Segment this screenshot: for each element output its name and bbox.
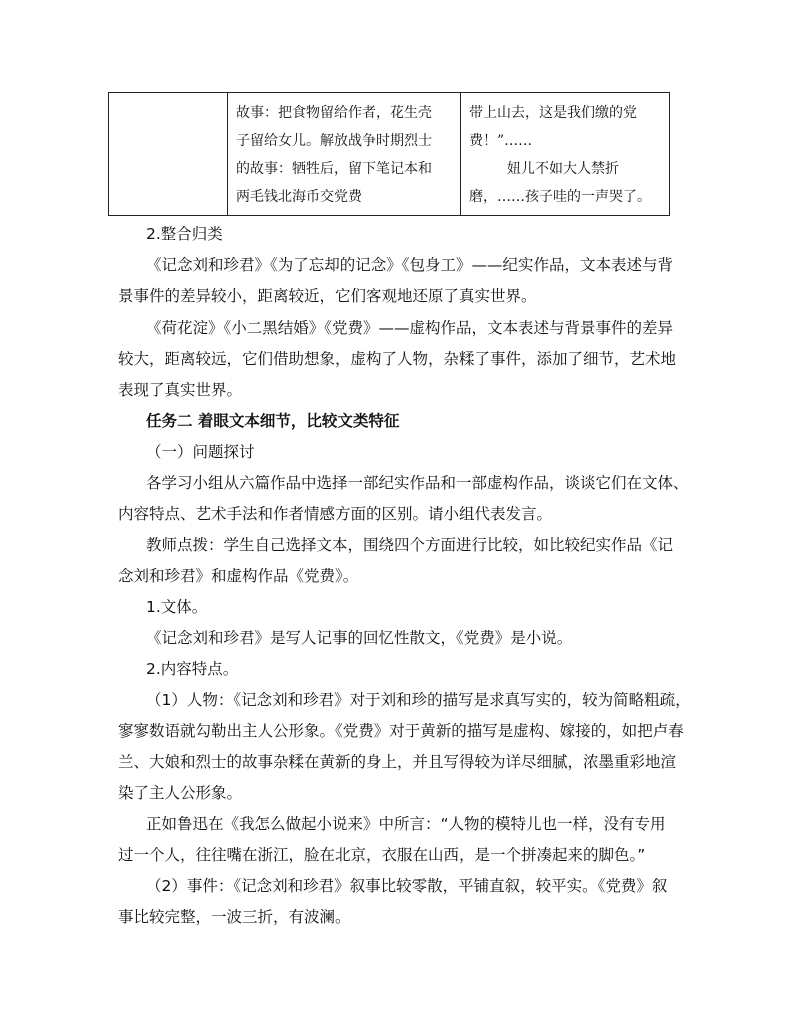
subheading: （一）问题探讨	[146, 443, 255, 461]
paragraph-line: 教师点拨：学生自己选择文本，围绕四个方面进行比较，如比较纪实作品《记	[146, 536, 674, 554]
paragraph-line: 念刘和珍君》和虚构作品《党费》。	[118, 567, 359, 585]
paragraph-line: 正如鲁迅在《我怎么做起小说来》中所言：“人物的模特儿也一样，没有专用	[146, 815, 666, 833]
paragraph-line: 《记念刘和珍君》《为了忘却的记念》《包身工》——纪实作品，文本表述与背	[146, 256, 674, 274]
table-cell-empty	[109, 93, 228, 216]
table-cell-content	[228, 93, 461, 216]
paragraph-line: （2）事件：《记念刘和珍君》叙事比较零散，平铺直叙，较平实。《党费》叙	[146, 877, 668, 895]
paragraph-line: 过一个人，往往嘴在浙江，脸在北京，衣服在山西，是一个拼凑起来的脚色。”	[118, 846, 646, 864]
paragraph-line: 较大，距离较远，它们借助想象，虚构了人物，杂糅了事件，添加了细节，艺术地	[118, 350, 677, 368]
section-heading: 1.文体。	[146, 598, 208, 616]
cell-text-line: 费！”……	[469, 133, 533, 149]
cell-text-line: 的故事：牺牲后，留下笔记本和	[236, 161, 432, 177]
paragraph-line: 《记念刘和珍君》是写人记事的回忆性散文，《党费》是小说。	[146, 629, 573, 647]
table-cell-excerpt	[461, 93, 670, 216]
paragraph-line: 内容特点、艺术手法和作者情感方面的区别。请小组代表发言。	[118, 505, 553, 523]
cell-text-line: 妞儿不如大人禁折	[507, 161, 619, 177]
section-heading: 2.内容特点。	[146, 660, 239, 678]
table-row	[109, 93, 670, 216]
paragraph-line: 寥寥数语就勾勒出主人公形象。《党费》对于黄新的描写是虚构、嫁接的，如把卢春	[118, 722, 684, 740]
comparison-table-fragment	[108, 92, 670, 216]
section-heading: 2.整合归类	[146, 225, 223, 243]
paragraph-line: 染了主人公形象。	[118, 784, 243, 802]
cell-text-line: 子留给女儿。解放战争时期烈士	[236, 133, 432, 149]
task-heading: 任务二 着眼文本细节，比较文类特征	[146, 412, 400, 430]
cell-text-line: 磨，……孩子哇的一声哭了。	[469, 189, 651, 205]
paragraph-line: 《荷花淀》《小二黑结婚》《党费》——虚构作品，文本表述与背景事件的差异	[146, 319, 674, 337]
paragraph-line: （1）人物：《记念刘和珍君》对于刘和珍的描写是求真写实的，较为简略粗疏，	[146, 691, 691, 709]
cell-text-line: 两毛钱北海币交党费	[236, 189, 362, 205]
cell-text-line: 带上山去，这是我们缴的党	[469, 105, 637, 121]
paragraph-line: 景事件的差异较小，距离较近，它们客观地还原了真实世界。	[118, 287, 537, 305]
cell-text-line: 故事：把食物留给作者，花生壳	[236, 105, 432, 121]
paragraph-line: 事比较完整，一波三折，有波澜。	[118, 908, 351, 926]
paragraph-line: 各学习小组从六篇作品中选择一部纪实作品和一部虚构作品，谈谈它们在文体、	[146, 474, 689, 492]
paragraph-line: 表现了真实世界。	[118, 381, 243, 399]
paragraph-line: 兰、大娘和烈士的故事杂糅在黄新的身上，并且写得较为详尽细腻，浓墨重彩地渲	[118, 753, 677, 771]
